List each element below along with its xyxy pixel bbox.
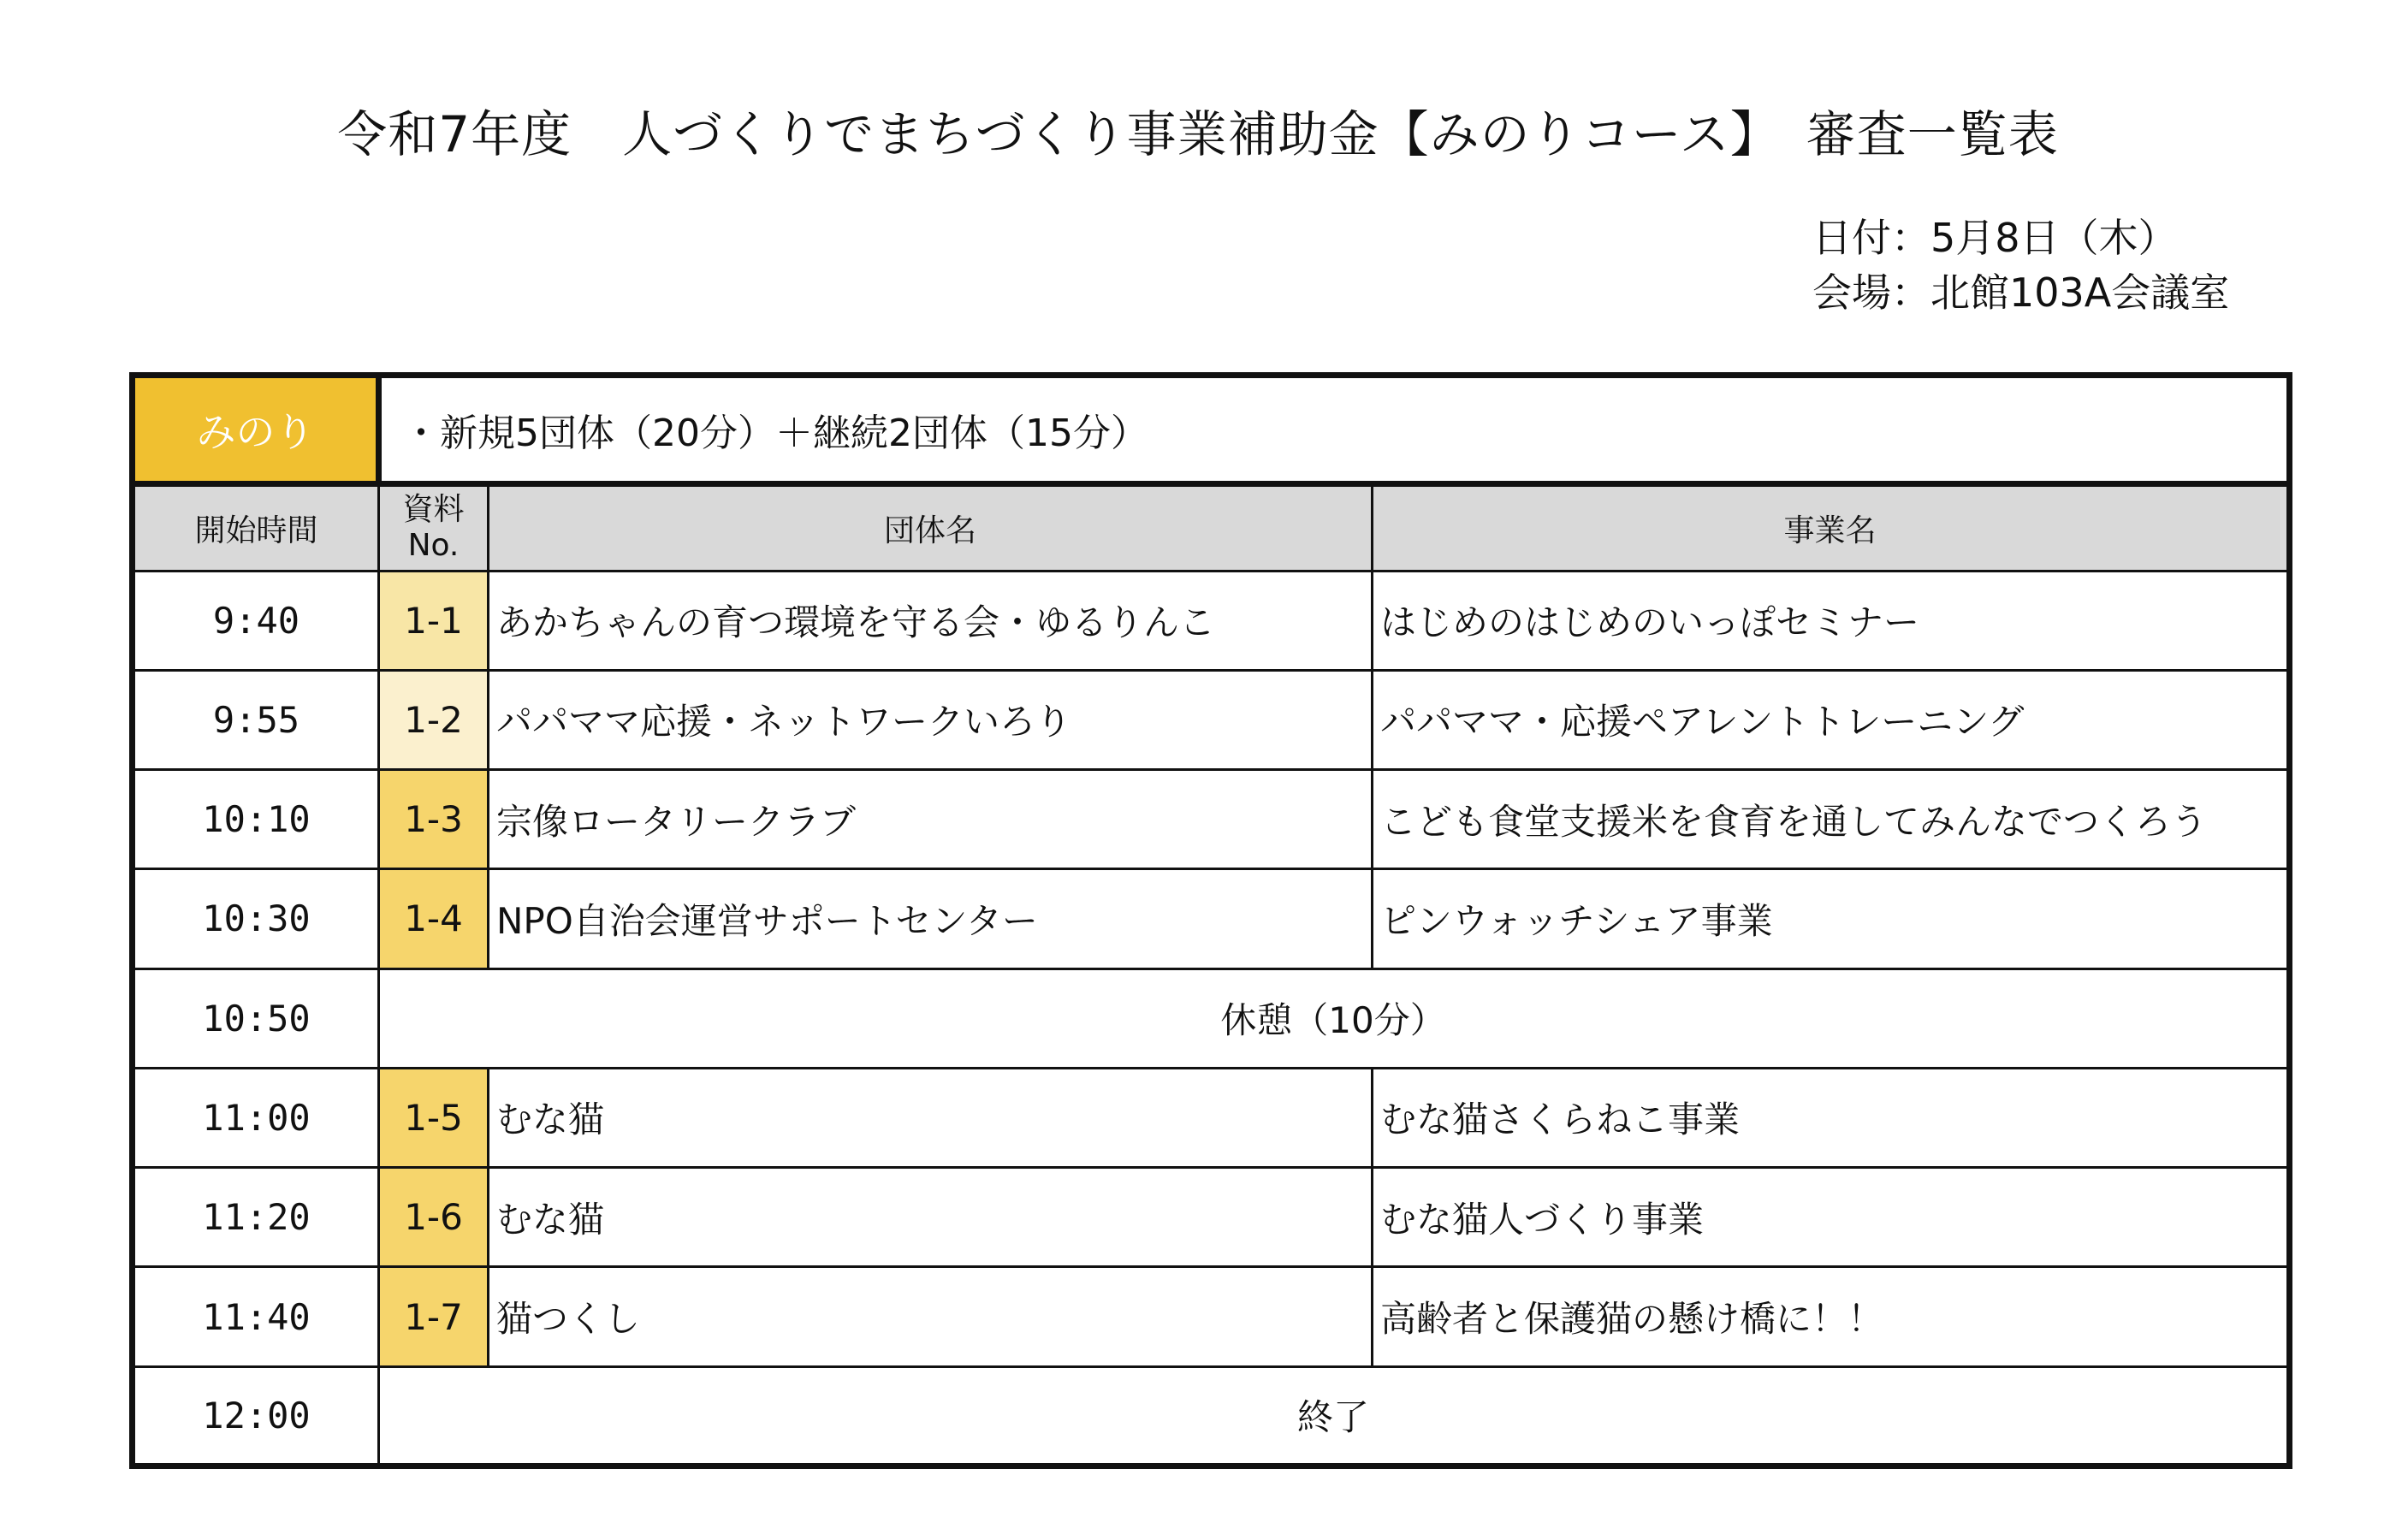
project-name-cell: むな猫さくらねこ事業 (1373, 1068, 2290, 1167)
doc-no-cell: 1-1 (379, 571, 489, 670)
start-time-cell: 10:50 (133, 968, 379, 1068)
org-name-cell: あかちゃんの育つ環境を守る会・ゆるりんこ (489, 571, 1373, 670)
doc-no-cell: 1-3 (379, 770, 489, 869)
page-title: 令和7年度 人づくりでまちづくり事業補助金【みのりコース】 審査一覧表 (337, 105, 2059, 163)
course-badge: みのり (133, 376, 379, 484)
course-summary-row (133, 376, 2290, 484)
event-info (1812, 210, 2229, 320)
header-doc-no-line1: 資料 (402, 492, 465, 528)
header-org-name: 団体名 (489, 484, 1373, 571)
end-note: 終了 (379, 1366, 2290, 1466)
start-time-cell: 9:55 (133, 670, 379, 769)
project-name-cell: 高齢者と保護猫の懸け橋に！！ (1373, 1267, 2290, 1366)
doc-no-cell: 1-7 (379, 1267, 489, 1366)
table-row (133, 1068, 2290, 1167)
start-time-cell: 12:00 (133, 1366, 379, 1466)
event-venue: 会場：北館103A会議室 (1812, 270, 2230, 316)
header-doc-no (379, 484, 489, 571)
start-time-cell: 11:00 (133, 1068, 379, 1167)
org-name-cell: 猫つくし (489, 1267, 1373, 1366)
table-row (133, 1168, 2290, 1267)
table-header-row (133, 484, 2290, 571)
org-name-cell: 宗像ロータリークラブ (489, 770, 1373, 869)
start-time-cell: 10:30 (133, 869, 379, 968)
end-row (133, 1366, 2290, 1466)
start-time-cell: 11:40 (133, 1267, 379, 1366)
header-doc-no-line2: No. (407, 528, 460, 564)
event-date: 日付：5月8日（木） (1812, 215, 2178, 261)
header-start-time: 開始時間 (133, 484, 379, 571)
org-name-cell: NPO自治会運営サポートセンター (489, 869, 1373, 968)
table-row (133, 670, 2290, 769)
review-schedule-table (129, 372, 2292, 1469)
org-name-cell: パパママ応援・ネットワークいろり (489, 670, 1373, 769)
table-row (133, 571, 2290, 670)
course-description: ・新規5団体（20分）＋継続2団体（15分） (379, 376, 2290, 484)
project-name-cell: はじめのはじめのいっぽセミナー (1373, 571, 2290, 670)
table-row (133, 1267, 2290, 1366)
org-name-cell: むな猫 (489, 1168, 1373, 1267)
project-name-cell: ピンウォッチシェア事業 (1373, 869, 2290, 968)
start-time-cell: 10:10 (133, 770, 379, 869)
doc-no-cell: 1-5 (379, 1068, 489, 1167)
project-name-cell: むな猫人づくり事業 (1373, 1168, 2290, 1267)
table-row (133, 770, 2290, 869)
start-time-cell: 9:40 (133, 571, 379, 670)
table-row (133, 869, 2290, 968)
doc-no-cell: 1-6 (379, 1168, 489, 1267)
org-name-cell: むな猫 (489, 1068, 1373, 1167)
doc-no-cell: 1-2 (379, 670, 489, 769)
break-note: 休憩（10分） (379, 968, 2290, 1068)
header-project-name: 事業名 (1373, 484, 2290, 571)
project-name-cell: パパママ・応援ペアレントトレーニング (1373, 670, 2290, 769)
start-time-cell: 11:20 (133, 1168, 379, 1267)
break-row (133, 968, 2290, 1068)
doc-no-cell: 1-4 (379, 869, 489, 968)
project-name-cell: こども食堂支援米を食育を通してみんなでつくろう (1373, 770, 2290, 869)
